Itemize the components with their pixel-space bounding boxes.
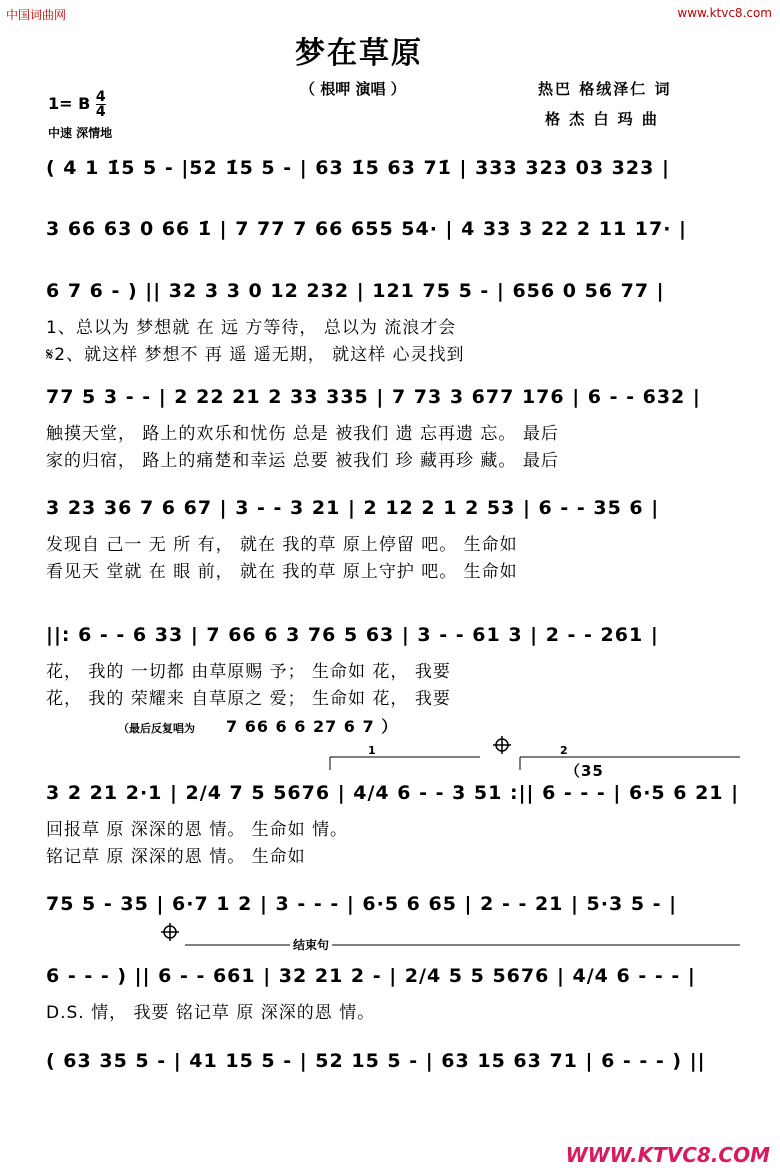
lyric-line: 触摸天堂， 路上的欢乐和忧伤 总是 被我们 遗 忘再遗 忘。 最后 <box>46 424 559 444</box>
notation-row: 3 2 21 2·1 | 2/4 7 5 5676 | 4/4 6 - - 3 51 :|| 6 - - - | 6·5 6 21 | <box>46 782 740 804</box>
lyric-line: 铭记草 原 深深的恩 情。 生命如 <box>46 847 306 867</box>
final-repeat-label: （最后反复唱为 <box>118 722 195 735</box>
song-title: 梦在草原 <box>295 36 423 71</box>
notation-row: ( 63 35 5 - | 41 15 5 - | 52 15 5 - | 63 15 63 71 | 6 - - - ) || <box>46 1050 706 1072</box>
watermark-top-left: 中国词曲网 <box>6 8 67 22</box>
notation-row: 3 66 63 0 66 1̇ | 7 77 7 66 655 54· | 4 33 3 22 2 11 17· | <box>46 218 687 240</box>
ending-label: 结束句 <box>290 936 332 953</box>
lyric-line: D.S. 情， 我要 铭记草 原 深深的恩 情。 <box>46 1003 376 1023</box>
lyric-line: 1、总以为 梦想就 在 远 方等待， 总以为 流浪才会 <box>46 318 457 338</box>
notation-row: 77 5 3 - - | 2 22 21 2 33 335 | 7 73 3 677 176 | 6 - - 632 | <box>46 386 701 408</box>
notation-row: 6 7 6 - ) || 32 3 3 0 12 232 | 121 75 5 - | 656 0 56 77 | <box>46 280 665 302</box>
lyric-line: 花， 我的 一切都 由草原赐 予； 生命如 花， 我要 <box>46 662 451 682</box>
lyric-line: 回报草 原 深深的恩 情。 生命如 情。 <box>46 820 349 840</box>
notation-row: 6 - - - ) || 6 - - 661 | 32 21 2 - | 2/4 5 5 5676 | 4/4 6 - - - | <box>46 965 696 987</box>
tempo-marking: 中速 深情地 <box>48 126 113 140</box>
time-signature: $\frac{4}{4}$ <box>95 89 106 120</box>
watermark-bottom-right: WWW.KTVC8.COM <box>565 1143 770 1167</box>
lyricist-credit: 热巴 格绒泽仁 词 <box>538 80 672 98</box>
volta-2-pickup: （35 <box>565 762 604 780</box>
notation-row: 3 23 36 7 6 67 | 3 - - 3 21 | 2 12 2 1 2 53 | 6 - - 35 6 | <box>46 497 660 519</box>
lyric-line: 看见天 堂就 在 眼 前， 就在 我的草 原上守护 吧。 生命如 <box>46 562 518 582</box>
key-signature: 1= B $\frac{4}{4}$ <box>48 89 106 120</box>
lyric-line: 𝄋2、就这样 梦想不 再 遥 遥无期， 就这样 心灵找到 <box>46 345 465 365</box>
notation-row: ||: 6 - - 6 33 | 7 66 6 3 76 5 63 | 3 - - 61 3 | 2 - - 261 | <box>46 624 659 646</box>
watermark-top-right: www.ktvc8.com <box>677 6 772 20</box>
notation-row: ( 4 1 1̇5 5 - |52 1̇5 5 - | 63 1̇5 63 71̇ | 333 323 03 323 | <box>46 157 670 179</box>
volta-1: 1 <box>368 744 376 757</box>
composer-credit: 格 杰 白 玛 曲 <box>545 110 659 128</box>
notation-row: 75 5 - 35 | 6·7 1 2 | 3 - - - | 6·5 6 65 | 2 - - 21 | 5·3 5 - | <box>46 893 678 915</box>
lyric-line: 发现自 己一 无 所 有， 就在 我的草 原上停留 吧。 生命如 <box>46 535 518 555</box>
lyric-line: 家的归宿， 路上的痛楚和幸运 总要 被我们 珍 藏再珍 藏。 最后 <box>46 451 559 471</box>
singer-credit: （ 根呷 演唱 ） <box>300 80 406 98</box>
lyric-line: 花， 我的 荣耀来 自草原之 爱； 生命如 花， 我要 <box>46 689 451 709</box>
final-repeat-notes: 7 66 6 6 27 6 7 ） <box>226 717 399 736</box>
volta-2: 2 <box>560 744 568 757</box>
